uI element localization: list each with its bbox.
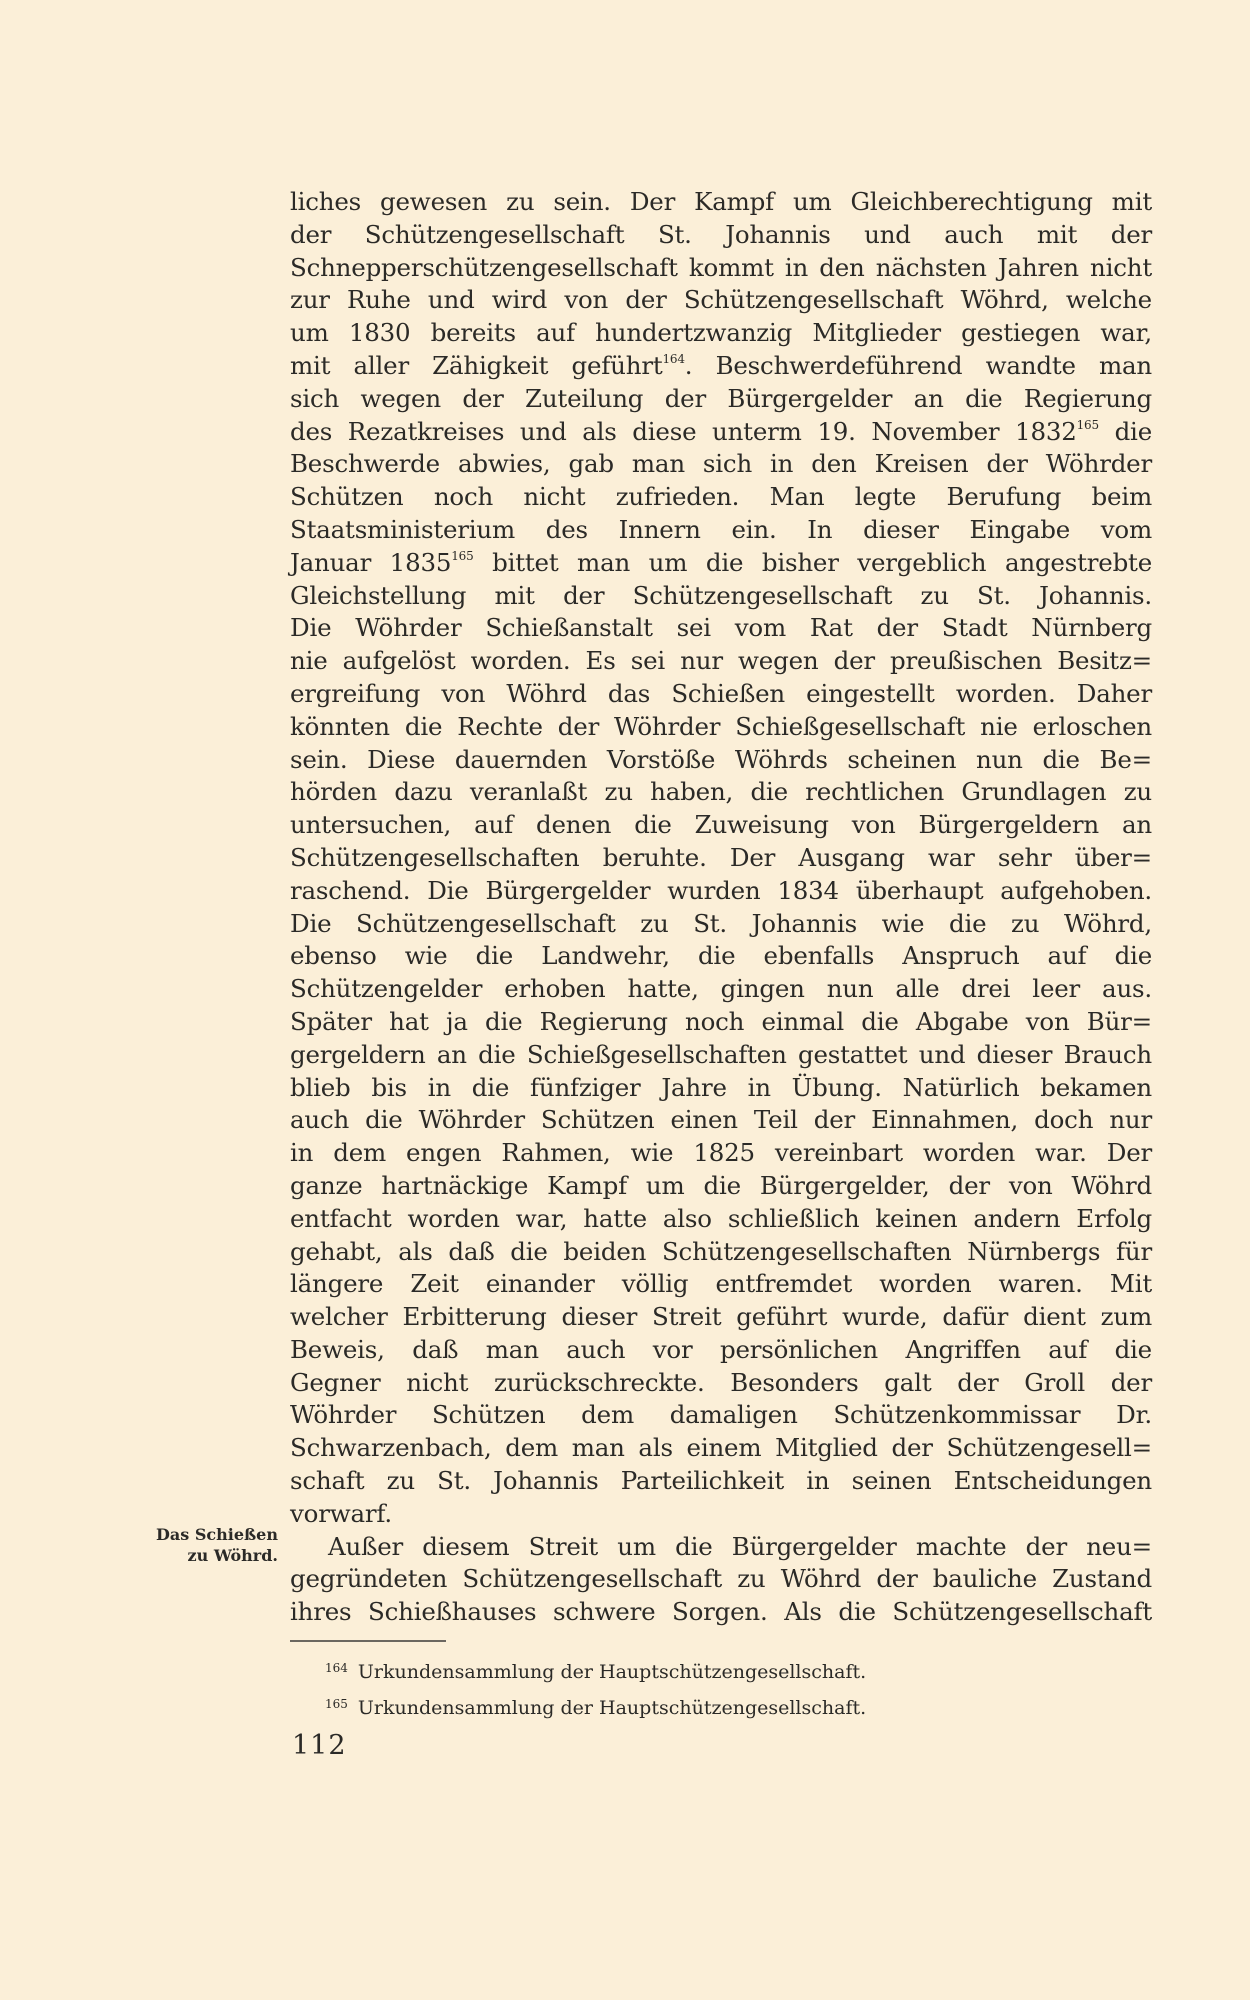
text-line: um 1830 bereits auf hundertzwanzig Mitglieder gestiegen war,	[290, 318, 1152, 348]
text-line: ihres Schießhauses schwere Sorgen. Als die Schützengesellschaft	[290, 1597, 1152, 1627]
margin-note-line: Das Schießen	[156, 1525, 278, 1544]
footnote-divider	[290, 1640, 446, 1642]
footnote-ref-165: 165	[451, 548, 474, 563]
text-line: Beschwerde abwies, gab man sich in den Kreisen der Wöhrder	[290, 449, 1152, 479]
text-line: Gleichstellung mit der Schützengesellschaft zu St. Johannis.	[290, 580, 1152, 610]
footnotes	[325, 1652, 1125, 1724]
text-line: könnten die Rechte der Wöhrder Schießgesellschaft nie erloschen	[290, 711, 1152, 741]
text-line: Die Wöhrder Schießanstalt sei vom Rat der Stadt Nürnberg	[290, 613, 1152, 643]
text-line: vorwarf.	[290, 1498, 392, 1528]
text-line: ebenso wie die Landwehr, die ebenfalls Anspruch auf die	[290, 941, 1152, 971]
text-line: längere Zeit einander völlig entfremdet worden waren. Mit	[290, 1269, 1152, 1299]
text-line: welcher Erbitterung dieser Streit geführt wurde, dafür dient zum	[290, 1302, 1152, 1332]
text-line: Später hat ja die Regierung noch einmal die Abgabe von Bür=	[290, 1006, 1152, 1036]
text-segment: die	[1098, 416, 1152, 446]
text-segment: des Rezatkreises und als diese unterm 19. November 1832	[290, 416, 1077, 446]
text-line: zur Ruhe und wird von der Schützengesellschaft Wöhrd, welche	[290, 285, 1152, 315]
text-line: Schützen noch nicht zufrieden. Man legte Berufung beim	[290, 482, 1152, 512]
text-line: sein. Diese dauernden Vorstöße Wöhrds scheinen nun die Be=	[290, 744, 1152, 774]
page-number: 112	[292, 1730, 347, 1761]
text-line: auch die Wöhrder Schützen einen Teil der Einnahmen, doch nur	[290, 1105, 1152, 1135]
footnote	[325, 1652, 1125, 1688]
text-line: Gegner nicht zurückschreckte. Besonders galt der Groll der	[290, 1367, 1152, 1397]
text-line	[290, 350, 1152, 383]
text-line: Die Schützengesellschaft zu St. Johannis wie die zu Wöhrd,	[290, 908, 1152, 938]
text-line: Beweis, daß man auch vor persönlichen Angriffen auf die	[290, 1334, 1152, 1364]
text-line: der Schützengesellschaft St. Johannis und auch mit der	[290, 219, 1152, 249]
margin-note	[128, 1524, 278, 1566]
text-line	[290, 416, 1152, 449]
text-line: gergeldern an die Schießgesellschaften gestattet und dieser Brauch	[290, 1039, 1152, 1069]
text-line: nie aufgelöst worden. Es sei nur wegen der preußischen Besitz=	[290, 646, 1152, 676]
text-line: in dem engen Rahmen, wie 1825 vereinbart worden war. Der	[290, 1138, 1152, 1168]
text-line: gegründeten Schützengesellschaft zu Wöhrd der bauliche Zustand	[290, 1564, 1152, 1594]
footnote	[325, 1688, 1125, 1724]
text-line: Schützengelder erhoben hatte, gingen nun alle drei leer aus.	[290, 974, 1152, 1004]
text-line: Außer diesem Streit um die Bürgergelder machte der neu=	[328, 1531, 1152, 1561]
footnote-text: Urkundensammlung der Hauptschützengesellschaft.	[357, 1661, 867, 1683]
text-line: Wöhrder Schützen dem damaligen Schützenkommissar Dr.	[290, 1400, 1152, 1430]
text-line: sich wegen der Zuteilung der Bürgergelder an die Regierung	[290, 383, 1152, 413]
text-line: ganze hartnäckige Kampf um die Bürgergelder, der von Wöhrd	[290, 1170, 1152, 1200]
text-line	[290, 547, 1152, 580]
text-line: blieb bis in die fünfziger Jahre in Übung. Natürlich bekamen	[290, 1072, 1152, 1102]
text-line: untersuchen, auf denen die Zuweisung von Bürgergeldern an	[290, 810, 1152, 840]
text-line: hörden dazu veranlaßt zu haben, die rechtlichen Grundlagen zu	[290, 777, 1152, 807]
body-text	[290, 186, 1152, 1629]
text-line: Schützengesellschaften beruhte. Der Ausgang war sehr über=	[290, 842, 1152, 872]
footnote-ref-165: 165	[1076, 417, 1099, 432]
text-line: liches gewesen zu sein. Der Kampf um Gleichberechtigung mit	[290, 187, 1152, 216]
text-line: Schwarzenbach, dem man als einem Mitglied der Schützengesell=	[290, 1433, 1152, 1463]
footnote-text: Urkundensammlung der Hauptschützengesellschaft.	[357, 1697, 867, 1719]
footnote-ref-164: 164	[662, 351, 685, 366]
text-segment: mit aller Zähigkeit geführt	[290, 350, 663, 380]
text-segment: . Beschwerdeführend wandte man	[684, 350, 1152, 380]
footnote-number: 165	[325, 1697, 348, 1711]
text-line: raschend. Die Bürgergelder wurden 1834 überhaupt aufgehoben.	[290, 875, 1152, 905]
text-segment: bittet man um die bisher vergeblich angestrebte	[473, 547, 1152, 577]
margin-note-line: zu Wöhrd.	[187, 1546, 278, 1565]
text-line: entfacht worden war, hatte also schließlich keinen andern Erfolg	[290, 1203, 1152, 1233]
text-segment: Januar 1835	[290, 547, 452, 577]
text-line: ergreifung von Wöhrd das Schießen eingestellt worden. Daher	[290, 678, 1152, 708]
text-line: schaft zu St. Johannis Parteilichkeit in seinen Entscheidungen	[290, 1466, 1152, 1496]
text-line: Schnepperschützengesellschaft kommt in den nächsten Jahren nicht	[290, 252, 1152, 282]
text-line: gehabt, als daß die beiden Schützengesellschaften Nürnbergs für	[290, 1236, 1152, 1266]
text-line: Staatsministerium des Innern ein. In dieser Eingabe vom	[290, 514, 1152, 544]
footnote-number: 164	[325, 1661, 348, 1675]
